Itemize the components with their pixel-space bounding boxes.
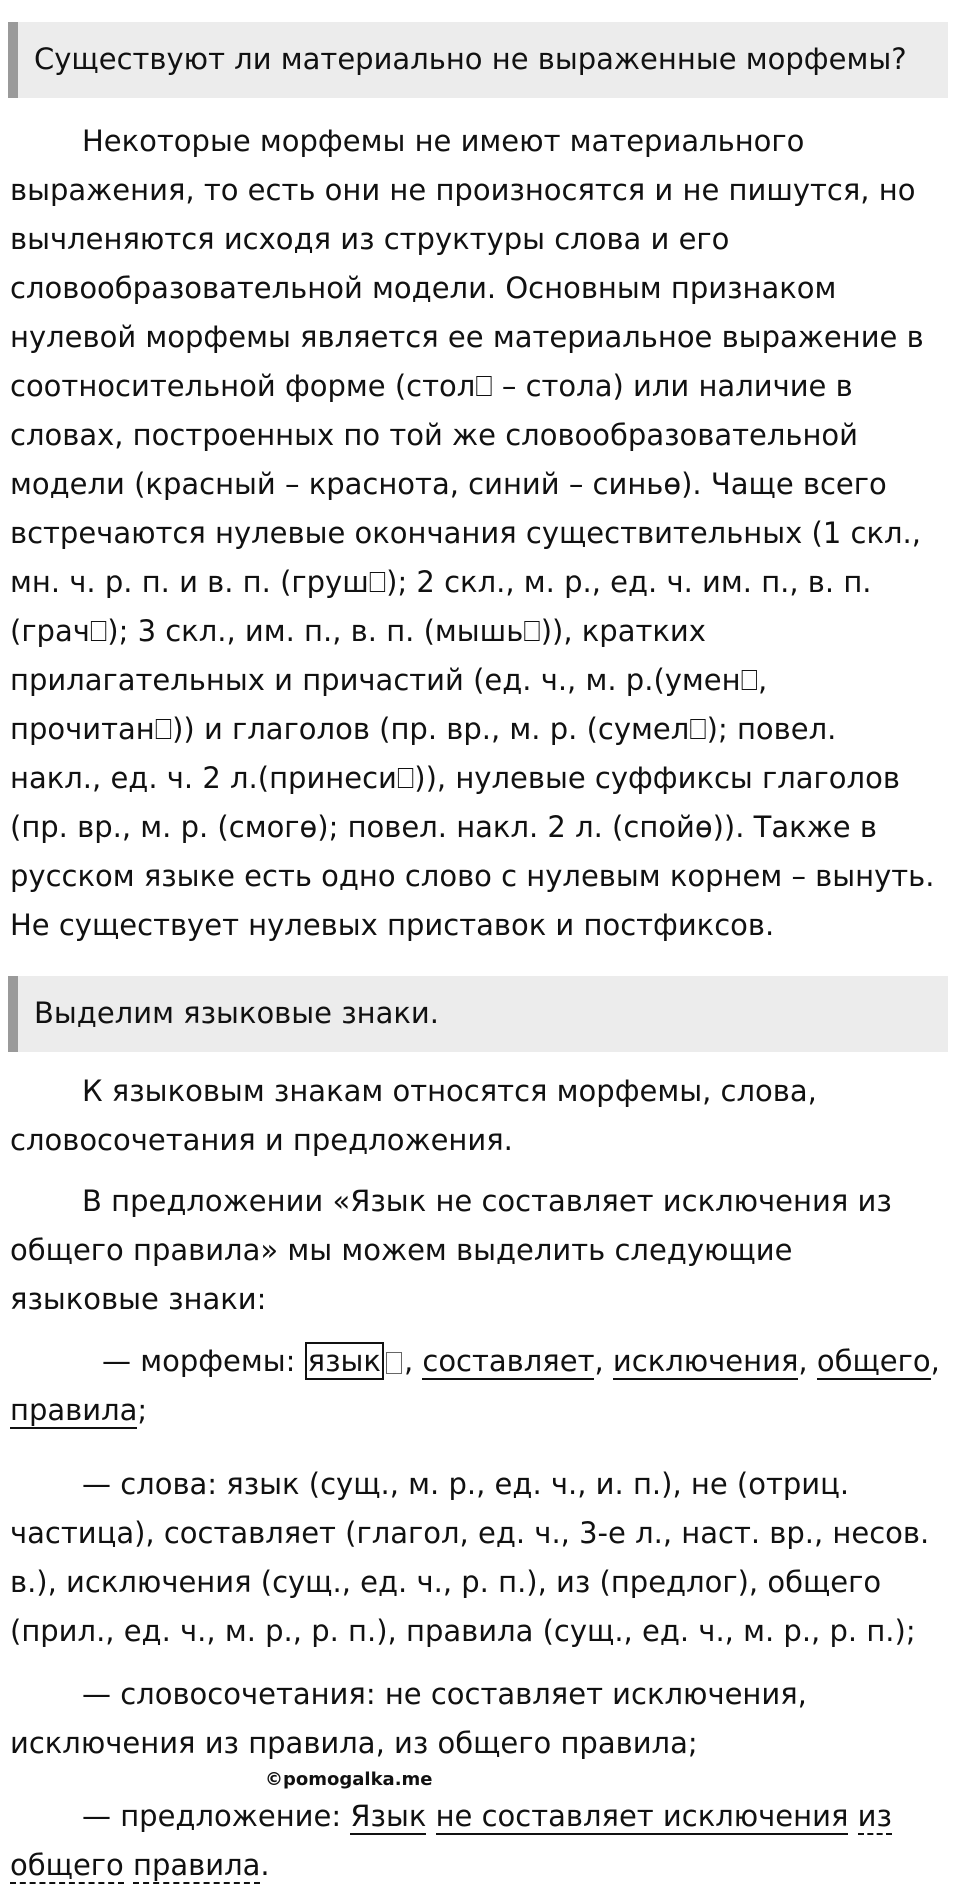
morphemes-line: — морфемы: язык , составляет, исключения, общего, bbox=[102, 1344, 940, 1378]
text-line: — слова: язык (сущ., м. р., ед. ч., и. п.), не (отриц. bbox=[82, 1467, 850, 1501]
text-line: К языковым знакам относятся морфемы, слова, bbox=[82, 1074, 817, 1108]
text-line: в.), исключения (сущ., ед. ч., р. п.), из (предлог), общего bbox=[10, 1565, 882, 1599]
text-line: накл., ед. ч. 2 л.(принеси⎕)), нулевые суффиксы глаголов bbox=[10, 761, 900, 795]
text-line: соотносительной форме (стол⎕ – стола) или наличие в bbox=[10, 369, 853, 403]
text-line: словах, построенных по той же словообразовательной bbox=[10, 418, 859, 452]
morphemes-label: — морфемы: bbox=[102, 1344, 296, 1378]
text-line: исключения из правила, из общего правила; bbox=[10, 1726, 698, 1760]
sentence-preposition: из bbox=[857, 1799, 892, 1833]
text-line: вычленяются исходя из структуры слова и его bbox=[10, 222, 730, 256]
morphemes-line-2: правила; bbox=[10, 1393, 148, 1427]
sentence-label: — предложение: bbox=[82, 1799, 342, 1833]
text-line: прочитан⎕)) и глаголов (пр. вр., м. р. (сумел⎕); повел. bbox=[10, 712, 837, 746]
text-line: выражения, то есть они не произносятся и не пишутся, но bbox=[10, 173, 916, 207]
sentence-object: правила bbox=[132, 1848, 261, 1882]
morph-word: составляет bbox=[422, 1344, 595, 1378]
sentence-predicate: не составляет исключения bbox=[435, 1799, 849, 1833]
section-heading-signs bbox=[8, 976, 948, 1052]
text-line: нулевой морфемы является ее материальное выражение в bbox=[10, 320, 924, 354]
text-line: языковые знаки: bbox=[10, 1282, 267, 1316]
text-line: мн. ч. р. п. и в. п. (груш⎕); 2 скл., м. р., ед. ч. им. п., в. п. bbox=[10, 565, 872, 599]
text-line: (грач⎕); 3 скл., им. п., в. п. (мышь⎕)), кратких bbox=[10, 614, 706, 648]
sentence-line bbox=[82, 1792, 892, 1841]
morph-word: общего bbox=[816, 1344, 931, 1378]
zero-ending-box bbox=[386, 1352, 402, 1374]
heading-text: Существуют ли материально не выраженные морфемы? bbox=[34, 42, 907, 76]
text-line: встречаются нулевые окончания существительных (1 скл., bbox=[10, 516, 921, 550]
text-line: модели (красный – краснота, синий – синьө). Чаще всего bbox=[10, 467, 887, 501]
morph-word: язык bbox=[305, 1342, 384, 1380]
text-line: прилагательных и причастий (ед. ч., м. р.(умен⎕, bbox=[10, 663, 768, 697]
morph-word: правила bbox=[10, 1393, 138, 1427]
text-line: (пр. вр., м. р. (смогө); повел. накл. 2 л. (спойө)). Также в bbox=[10, 810, 877, 844]
text-line: частица), составляет (глагол, ед. ч., 3-е л., наст. вр., несов. bbox=[10, 1516, 930, 1550]
text-line: Некоторые морфемы не имеют материального bbox=[82, 124, 805, 158]
morph-word: исключения bbox=[612, 1344, 799, 1378]
sentence-subject: Язык bbox=[350, 1799, 427, 1833]
text-line: общего правила» мы можем выделить следующие bbox=[10, 1233, 793, 1267]
sentence-modifier: общего bbox=[10, 1848, 124, 1882]
sentence-line-2: общего правила. bbox=[10, 1848, 270, 1882]
text-line: словосочетания и предложения. bbox=[10, 1123, 513, 1157]
heading-text: Выделим языковые знаки. bbox=[34, 996, 439, 1030]
text-line: (прил., ед. ч., м. р., р. п.), правила (сущ., ед. ч., м. р., р. п.); bbox=[10, 1614, 916, 1648]
text-line: В предложении «Язык не составляет исключения из bbox=[82, 1184, 892, 1218]
watermark: ©pomogalka.me bbox=[265, 1769, 433, 1790]
text-line: Не существует нулевых приставок и постфиксов. bbox=[10, 908, 775, 942]
text-line: русском языке есть одно слово с нулевым корнем – вынуть. bbox=[10, 859, 935, 893]
text-line: — словосочетания: не составляет исключения, bbox=[82, 1677, 807, 1711]
section-heading-morphemes bbox=[8, 22, 948, 98]
text-line: словообразовательной модели. Основным признаком bbox=[10, 271, 837, 305]
